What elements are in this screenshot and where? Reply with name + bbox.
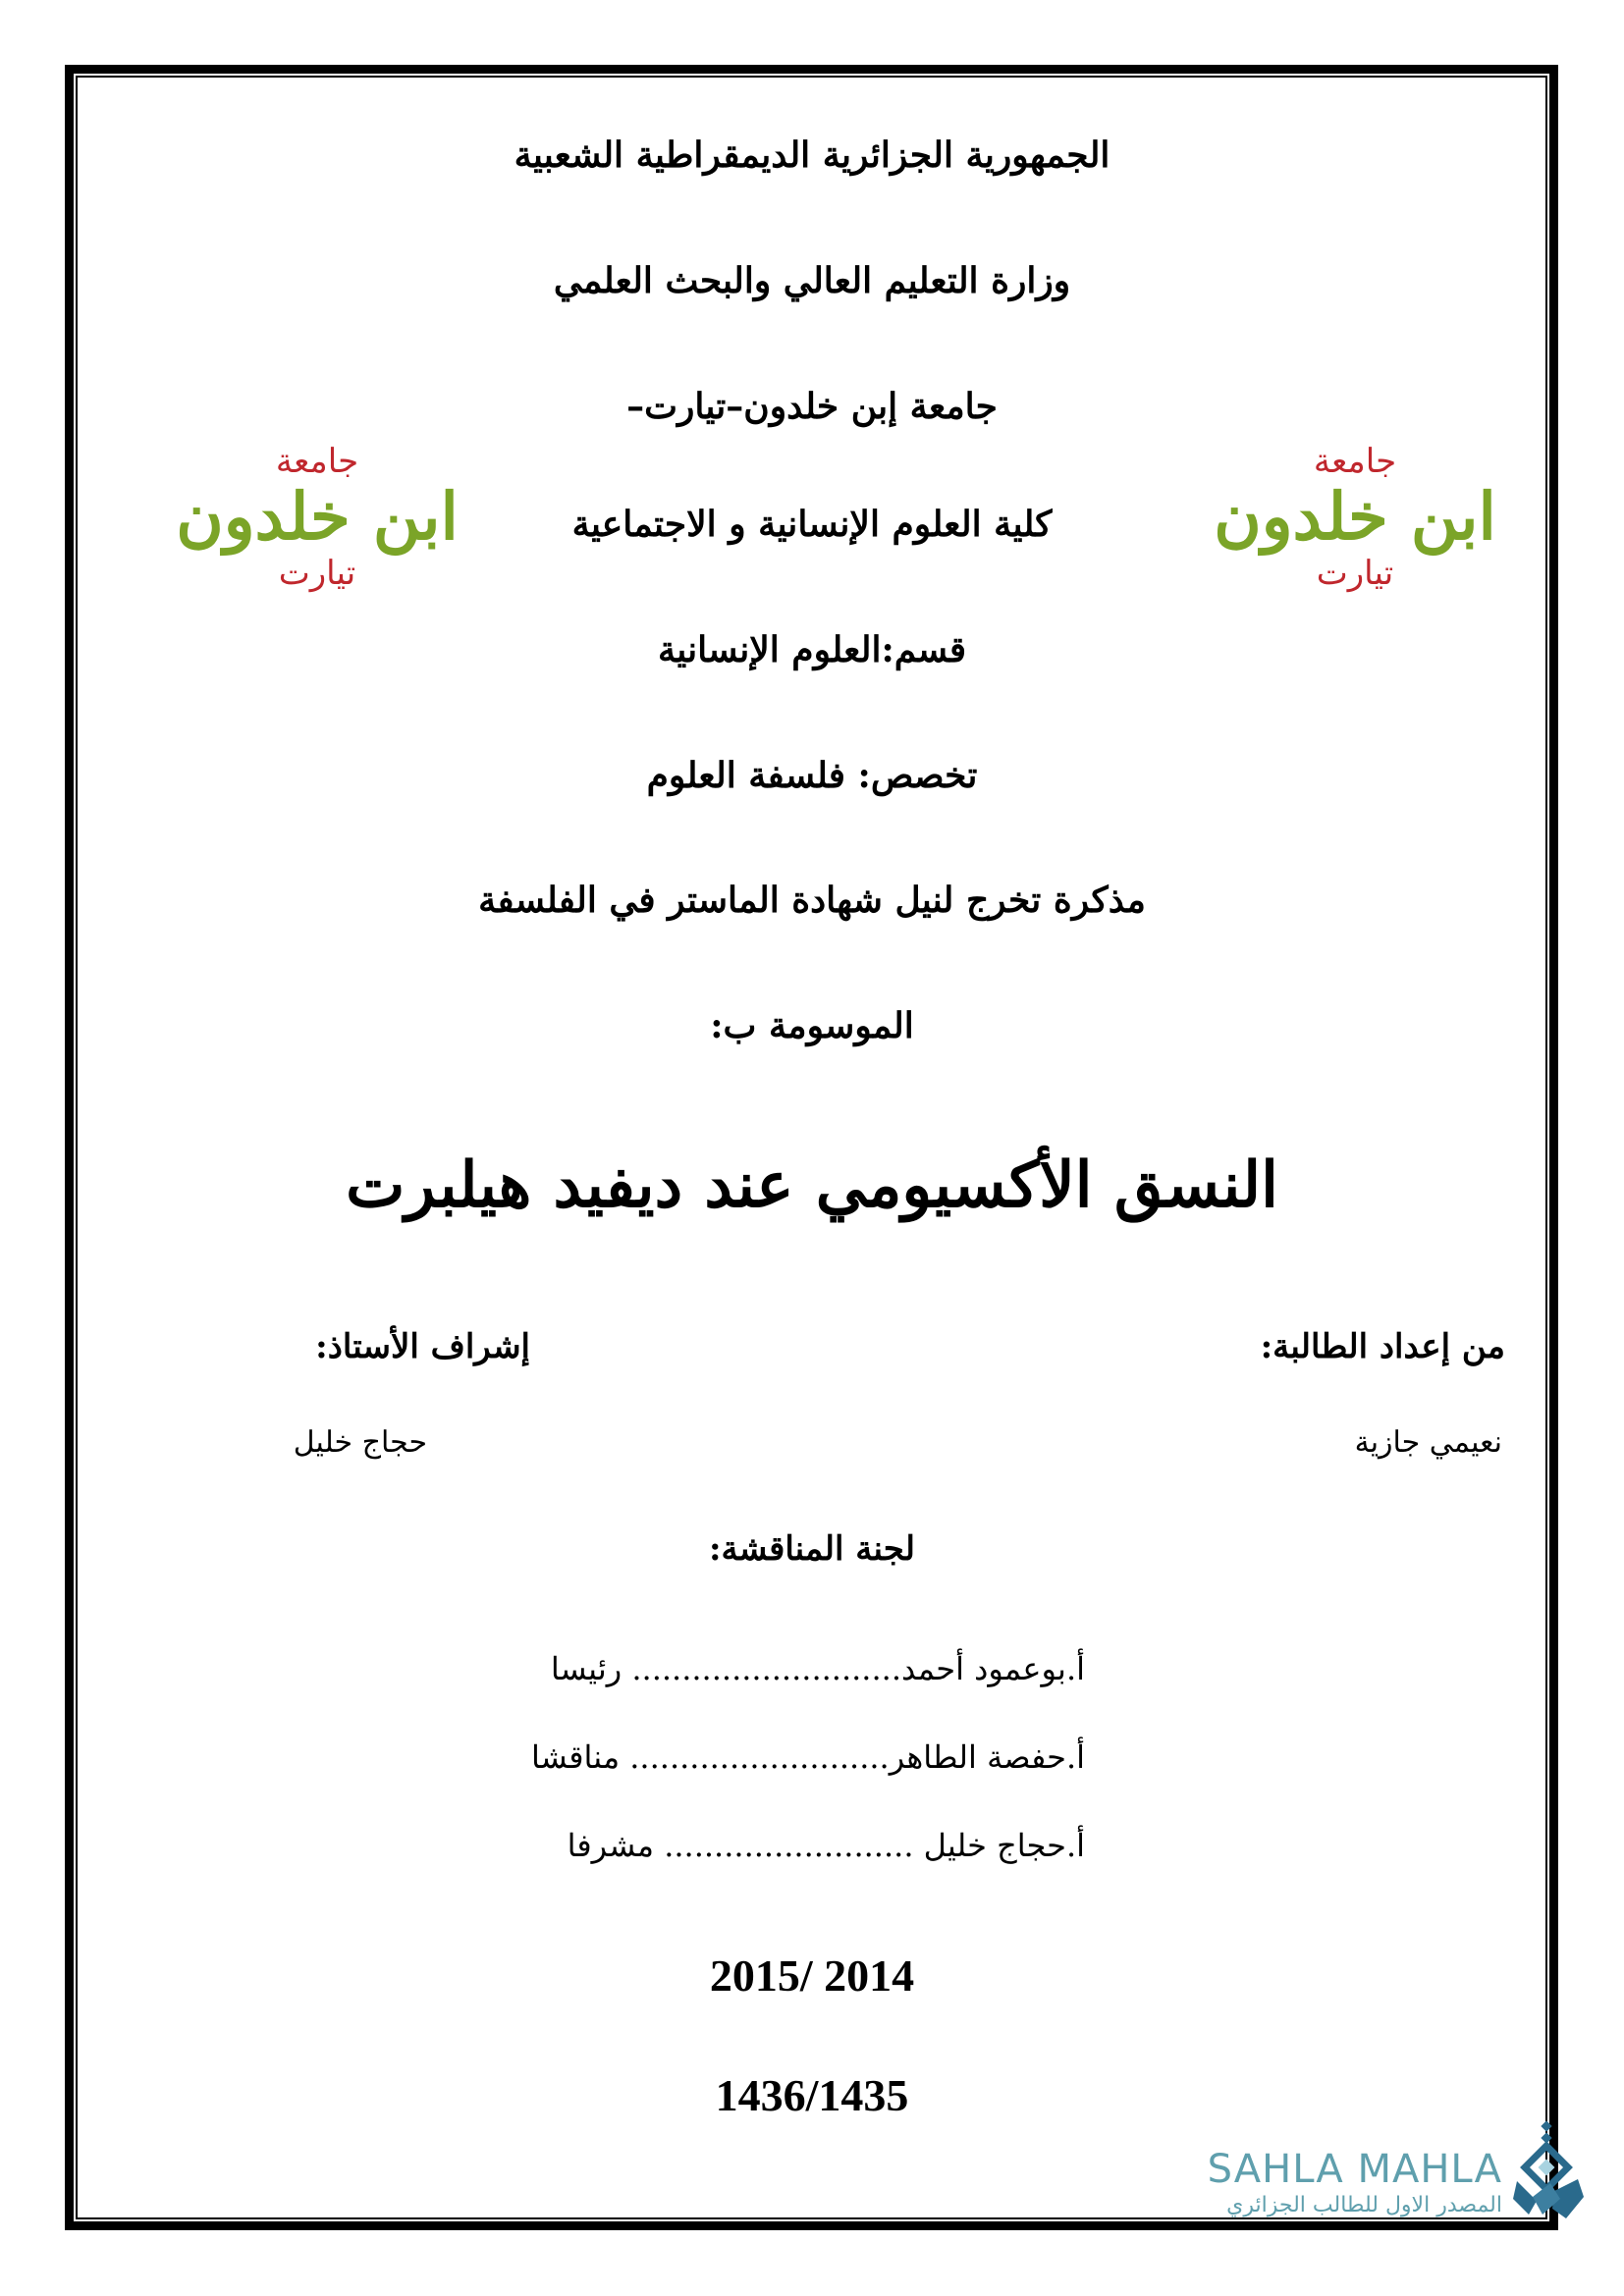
watermark: [1129, 2147, 1512, 2217]
specialty-heading: تخصص: فلسفة العلوم: [646, 755, 978, 796]
thesis-type-heading: مذكرة تخرج لنيل شهادة الماستر في الفلسفة: [478, 880, 1146, 921]
logo-left-top-text: جامعة: [275, 442, 359, 481]
committee-member-supervisor: أ.حجاج خليل ......................... مشرفا: [567, 1827, 1085, 1864]
student-label: من إعداد الطالبة:: [1260, 1327, 1505, 1366]
university-logo-left: [165, 437, 469, 643]
university-logo-right: [1203, 437, 1507, 643]
ministry-heading: وزارة التعليم العالي والبحث العلمي: [553, 260, 1071, 301]
supervisor-name: حجاج خليل: [293, 1425, 427, 1460]
republic-heading: الجمهورية الجزائرية الديمقراطية الشعبية: [514, 134, 1110, 176]
university-heading: جامعة إبن خلدون–تيارت–: [626, 386, 998, 427]
academic-year-hijri: 1436/1435: [715, 2070, 909, 2120]
student-name: نعيمي جازية: [1354, 1425, 1502, 1460]
watermark-subtitle: المصدر الاول للطالب الجزائري: [1226, 2193, 1502, 2217]
logo-right-top-text: جامعة: [1313, 442, 1397, 481]
logo-right-middle-text: ابن خلدون: [1214, 478, 1496, 555]
academic-year-gregorian: 2015/ 2014: [709, 1950, 915, 2001]
committee-member-examiner: أ.حفصة الطاهر.......................... مناقشا: [530, 1738, 1085, 1776]
logo-left-bottom-text: تيارت: [278, 554, 356, 593]
sahla-mahla-logo-icon: [1507, 2120, 1586, 2228]
logo-right-bottom-text: تيارت: [1316, 554, 1394, 593]
thesis-title: النسق الأكسيومي عند ديفيد هيلبرت: [346, 1148, 1278, 1222]
watermark-title: SAHLA MAHLA: [1207, 2147, 1502, 2192]
committee-member-president: أ.بوعمود أحمد........................... رئيسا: [550, 1650, 1085, 1687]
titled-label: الموسومة ب:: [710, 1005, 914, 1046]
department-heading: قسم:العلوم الإنسانية: [657, 629, 967, 670]
logo-left-middle-text: ابن خلدون: [176, 478, 459, 555]
supervisor-label: إشراف الأستاذ:: [315, 1327, 530, 1366]
faculty-heading: كلية العلوم الإنسانية و الاجتماعية: [571, 504, 1053, 545]
committee-label: لجنة المناقشة:: [708, 1529, 916, 1569]
